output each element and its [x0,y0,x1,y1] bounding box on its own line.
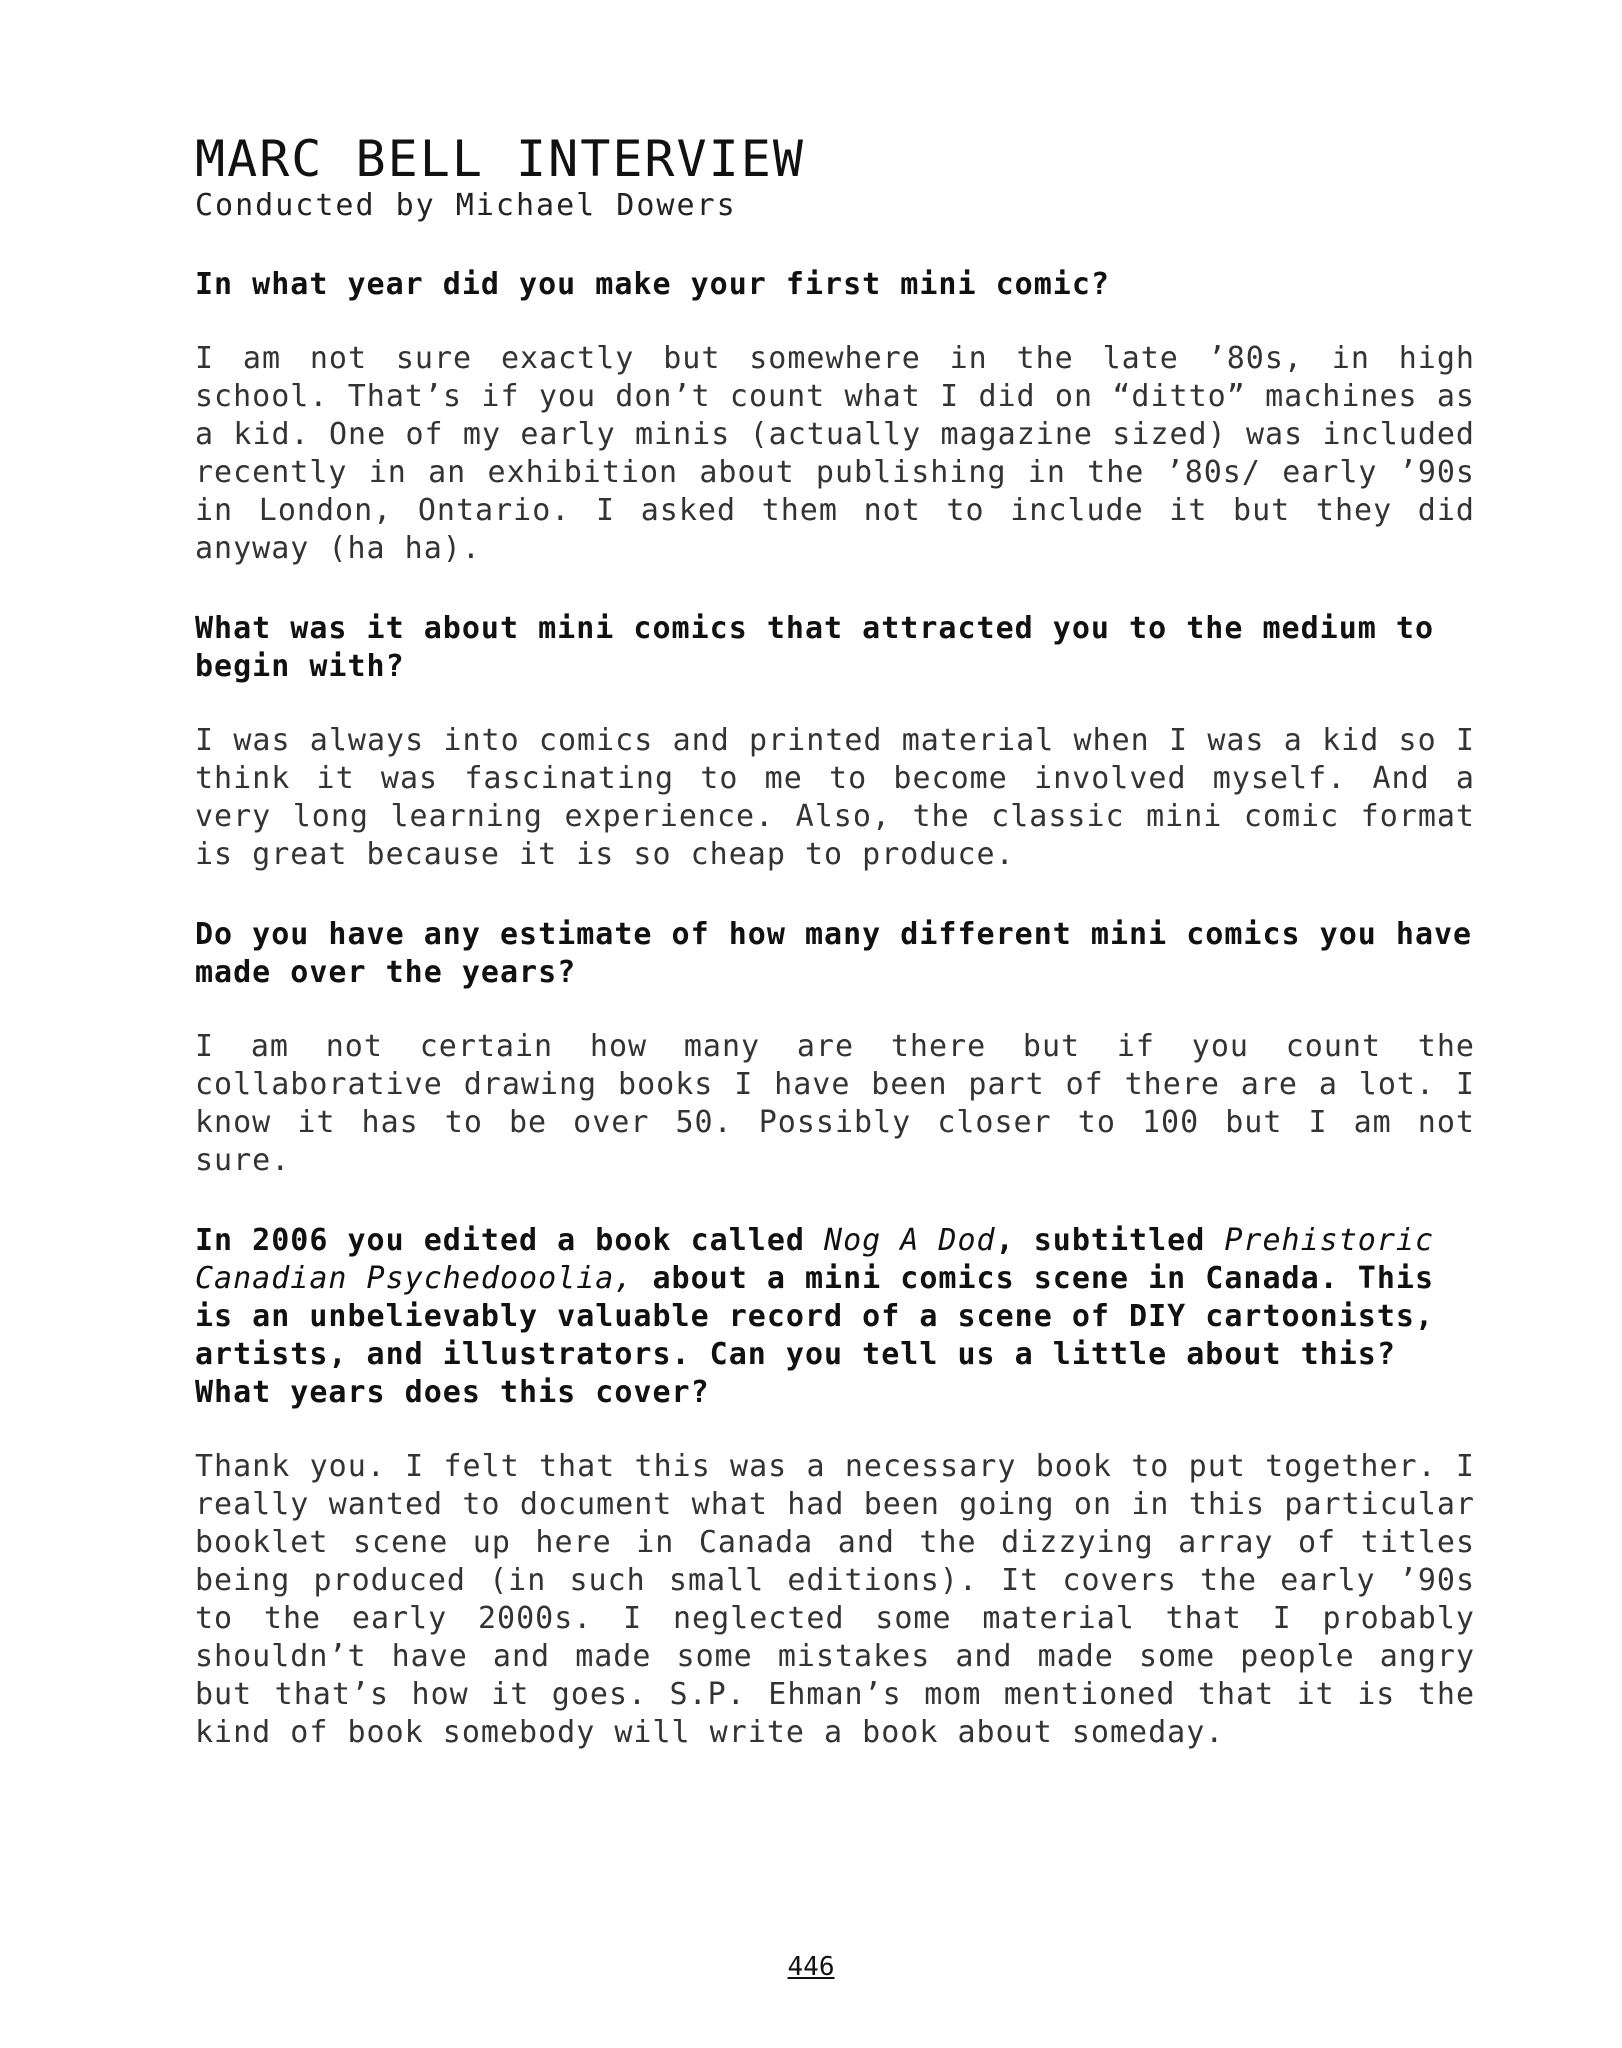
answer-1: I am not sure exactly but somewhere in the late ’80s, in high school. That’s if you don’t count what I did on “ditto” machines as a kid. One of my early minis (actually magazine sized) was included recently in an exhibition about publishing in the ’80s/ early ’90s in London, Ontario. I asked them not to include it but they did anyway (ha ha). [195,341,1475,566]
question-4-part-3: about a mini comics scene in Canada. This is an unbelievably valuable record of a scene of DIY cartoonists, artists, and illustrators. Can you tell us a little about this? What years does this cover? [195,1261,1435,1410]
answer-3: I am not certain how many are there but if you count the collaborative drawing books I have been part of there are a lot. I know it has to be over 50. Possibly closer to 100 but I am not sure. [195,1029,1475,1178]
question-4 [195,1222,1475,1412]
book-subtitle: Prehistoric Canadian Psychedooolia, [195,1223,1435,1296]
byline: Conducted by Michael Dowers [195,188,737,223]
question-2: What was it about mini comics that attracted you to the medium to begin with? [195,611,1434,684]
question-1: In what year did you make your first mini comic? [195,267,1110,302]
answer-4: Thank you. I felt that this was a necessary book to put together. I really wanted to document what had been going on in this particular booklet scene up here in Canada and the dizzying array of titles being produced (in such small editions). It covers the early ’90s to the early 2000s. I neglected some material that I probably shouldn’t have and made some mistakes and made some people angry but that’s how it goes. S.P. Ehman’s mom mentioned that it is the kind of book somebody will write a book about someday. [195,1449,1475,1750]
question-4-part-2: , subtitled [995,1223,1225,1258]
book-title-nog-a-dod: Nog A Dod [824,1223,996,1258]
question-3: Do you have any estimate of how many different mini comics you have made over the years? [195,917,1473,990]
qa-block-3 [195,916,1475,1180]
answer-2: I was always into comics and printed material when I was a kid so I think it was fascinating to me to become involved myself. And a very long learning experience. Also, the classic mini comic format is great because it is so cheap to produce. [195,723,1475,872]
qa-block-2 [195,610,1475,874]
page-title: MARC BELL INTERVIEW [195,130,805,188]
qa-block-4 [195,1222,1475,1752]
qa-block-1 [195,266,1475,568]
page-number: 446 [787,1952,835,1982]
interview-page [195,130,1475,1794]
question-4-part-1: In 2006 you edited a book called [195,1223,825,1258]
